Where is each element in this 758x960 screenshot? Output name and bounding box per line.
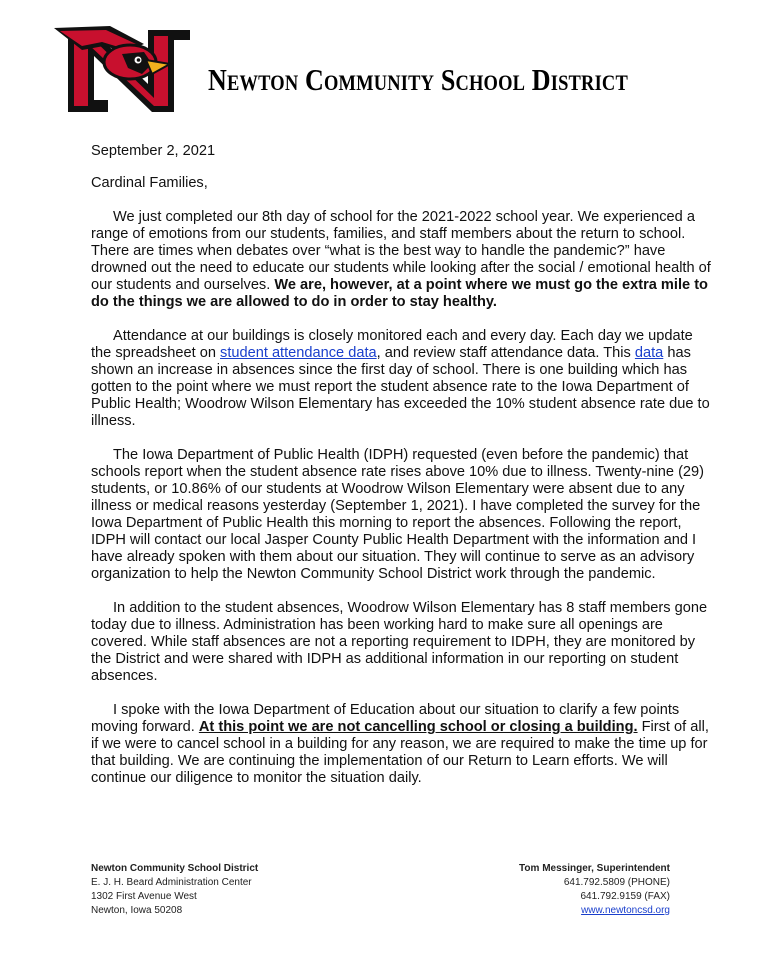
paragraph-4: In addition to the student absences, Woodrow Wilson Elementary has 8 staff members gone today due to illness. Administration has been working hard to make sure all openings are covered. While staff absences are not a reporting requirement to IDPH, they are monitored by the District and were shared with IDPH as additional information in our reporting on student absences. (91, 600, 708, 684)
footer-address-line-1: E. J. H. Beard Administration Center (91, 877, 252, 888)
footer-superintendent: Tom Messinger, Superintendent (519, 863, 670, 874)
paragraph-5-text-b: First of all, if we were to cancel school in a building for any reason, we are required to make the time up for that building. We are continuing the implementation of our Return to Learn efforts. We will continue our diligence to monitor the situation daily. (91, 719, 709, 786)
footer-website-link[interactable]: www.newtoncsd.org (581, 905, 670, 916)
footer-address (91, 862, 258, 918)
data-link[interactable]: data (634, 345, 664, 361)
student-attendance-data-link[interactable]: student attendance data (220, 345, 377, 361)
paragraph-1-text: We just completed our 8th day of school for the 2021-2022 school year. We experienced a range of emotions from our students, families, and staff members about the return to school. There are times when debates over “what is the best way to handle the pandemic?” have drowned out the need to educate our students while looking after the social / emotional health of our students and ourselves. (91, 209, 711, 293)
paragraph-2 (91, 328, 716, 430)
paragraph-5 (91, 702, 716, 787)
footer-address-line-3: Newton, Iowa 50208 (91, 905, 183, 916)
paragraph-3: The Iowa Department of Public Health (IDPH) requested (even before the pandemic) that schools report when the student absence rate rises above 10% due to illness. Twenty-nine (29) students, or 10.86% of our students at Woodrow Wilson Elementary were absent due to any illness or medical reasons yesterday (September 1, 2021). I have completed the survey for the Iowa Department of Public Health this morning to report the absences. Following the report, IDPH will contact our local Jasper County Public Health Department with the information and I have already spoken with them about our situation. They will continue to serve as an advisory organization to help the Newton Community School District work through the pandemic. (91, 447, 705, 582)
paragraph-2-text-a: Attendance at our buildings is closely monitored each and every day. Each day we update the spreadsheet on (91, 328, 693, 361)
letter-salutation: Cardinal Families, (91, 175, 208, 191)
paragraph-5-text-a: I spoke with the Iowa Department of Education about our situation to clarify a few points moving forward. (91, 702, 680, 735)
district-logo (48, 22, 198, 114)
footer-phone: 641.792.5809 (PHONE) (563, 877, 670, 888)
paragraph-2-text-b: , and review staff attendance data. This (376, 345, 635, 361)
letter-date: September 2, 2021 (91, 143, 216, 159)
footer-district-name: Newton Community School District (91, 863, 259, 874)
letter-body (91, 143, 716, 804)
footer-contact (519, 862, 670, 918)
district-title: Newton Community School District (208, 62, 628, 97)
footer-fax: 641.792.9159 (FAX) (580, 891, 670, 902)
paragraph-5-bold: At this point we are not cancelling school or closing a building. (198, 719, 638, 735)
cardinal-n-logo-icon (48, 22, 198, 114)
paragraph-1 (91, 209, 716, 311)
paragraph-1-bold: We are, however, at a point where we must go the extra mile to do the things we are allowed to do in order to stay healthy. (91, 277, 708, 310)
paragraph-2-text-c: has shown an increase in absences since the first day of school. There is one building which has gotten to the point where we must report the student absence rate to the Iowa Department of Public Health; Woodrow Wilson Elementary has exceeded the 10% student absence rate due to illness. (91, 345, 710, 429)
footer-address-line-2: 1302 First Avenue West (91, 891, 197, 902)
